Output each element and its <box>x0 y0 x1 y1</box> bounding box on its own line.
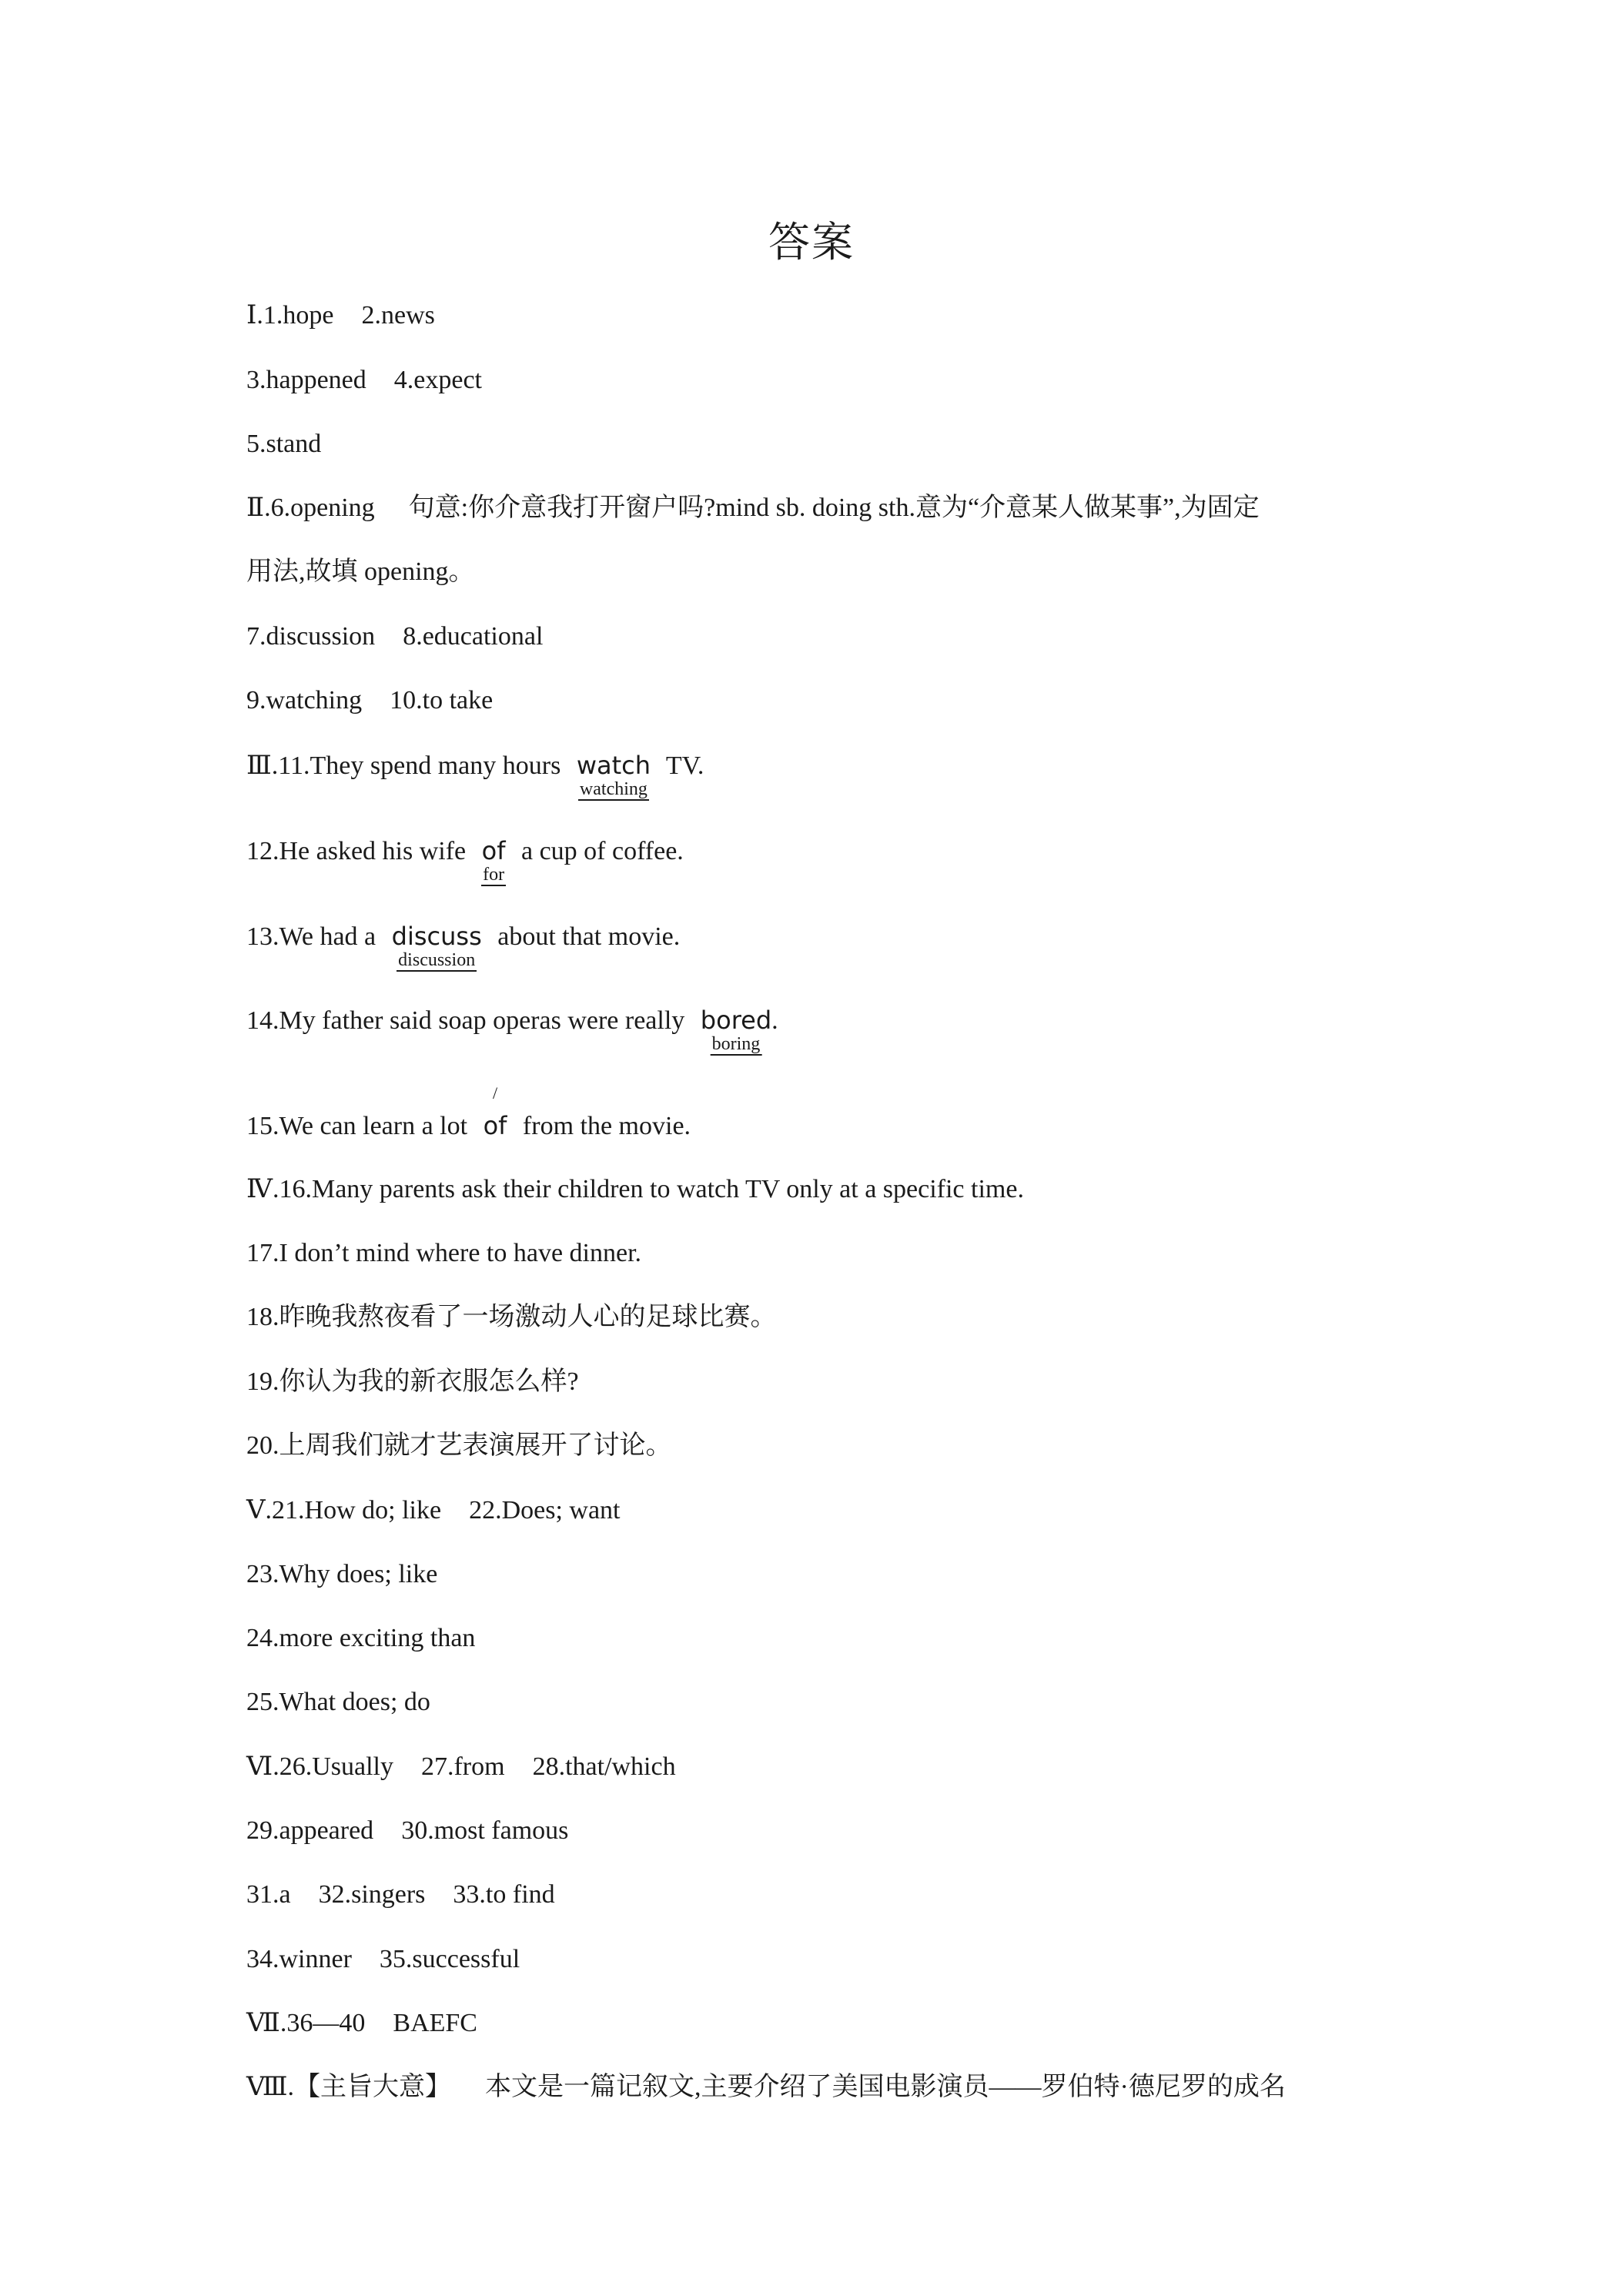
answer-item: 33.to find <box>453 1880 555 1909</box>
explanation-text: 本文是一篇记叙文,主要介绍了美国电影演员——罗伯特·德尼罗的成名 <box>485 2073 1286 2101</box>
answer-line <box>246 1623 475 1654</box>
answer-item: 31.a <box>246 1880 291 1909</box>
sentence-text: 13.We had a <box>246 922 376 951</box>
page-title: 答案 <box>768 218 855 266</box>
sentence-text: . <box>771 1006 778 1035</box>
correction-line <box>246 1005 778 1054</box>
answer-item: 29.appeared <box>246 1816 374 1845</box>
answer-item: 8.educational <box>403 622 544 651</box>
answer-item: 24.more exciting than <box>246 1624 476 1652</box>
delete-mark: / <box>492 1083 498 1103</box>
error-word: watch watching <box>576 751 651 799</box>
answer-item: Ⅱ.6.opening <box>246 494 375 522</box>
explanation-text: 用法,故填 opening。 <box>246 557 475 586</box>
answer-line <box>246 557 475 587</box>
answer-item: 22.Does; want <box>469 1496 621 1525</box>
answer-line <box>246 300 435 331</box>
answer-line <box>246 365 482 396</box>
answer-line <box>246 1367 579 1397</box>
translation-text: Ⅳ.16.Many parents ask their children to watch TV only at a specific time. <box>246 1175 1024 1203</box>
error-word: discuss discussion <box>391 922 482 970</box>
answer-line <box>246 1431 672 1461</box>
answer-item: 5.stand <box>246 430 322 458</box>
answer-line <box>246 1495 621 1526</box>
correction-line <box>246 750 704 799</box>
answer-item: BAEFC <box>393 2009 477 2037</box>
correction-word: discussion <box>398 950 476 970</box>
correction-line <box>246 1083 691 1142</box>
translation-text: 18.昨晚我熬夜看了一场激动人心的足球比赛。 <box>246 1303 777 1331</box>
error-word: of for <box>481 836 506 885</box>
answer-line <box>246 1816 568 1846</box>
answer-item: 28.that/which <box>532 1752 676 1781</box>
correction-word: for <box>483 865 505 885</box>
translation-text: 19.你认为我的新衣服怎么样? <box>246 1367 579 1396</box>
answer-item: 9.watching <box>246 686 363 715</box>
answer-line <box>246 1174 1024 1205</box>
answer-item: 2.news <box>361 301 435 330</box>
error-word: / of <box>484 1110 507 1141</box>
answer-item: Ⅰ.1.hope <box>246 301 334 330</box>
answer-item: 34.winner <box>246 1945 352 1973</box>
sentence-text: 12.He asked his wife <box>246 837 467 865</box>
answer-line <box>246 685 493 716</box>
answer-line <box>246 1879 555 1910</box>
sentence-text: TV. <box>665 751 704 780</box>
error-word: bored boring <box>700 1006 772 1054</box>
answer-line <box>246 493 1260 524</box>
correction-line <box>246 921 681 970</box>
answer-line <box>246 1238 641 1269</box>
answer-item: 4.expect <box>393 366 482 394</box>
answer-line <box>246 1687 430 1718</box>
answer-line <box>246 2072 1286 2103</box>
section-heading: Ⅷ.【主旨大意】 <box>246 2073 452 2101</box>
answer-item: Ⅵ.26.Usually <box>246 1752 393 1781</box>
sentence-text: from the movie. <box>522 1112 691 1140</box>
answer-item: 10.to take <box>390 686 494 715</box>
answer-item: 3.happened <box>246 366 366 394</box>
answer-item: 25.What does; do <box>246 1688 430 1716</box>
sentence-text: 14.My father said soap operas were really <box>246 1006 685 1035</box>
translation-text: 20.上周我们就才艺表演展开了讨论。 <box>246 1431 672 1460</box>
answer-item: 27.from <box>420 1752 505 1781</box>
correction-line <box>246 835 684 885</box>
sentence-text: Ⅲ.11.They spend many hours <box>246 751 561 780</box>
explanation-text: 句意:你介意我打开窗户吗?mind sb. doing sth.意为“介意某人做某事”,为固定 <box>408 494 1260 522</box>
correction-word: boring <box>711 1034 761 1054</box>
correction-word: watching <box>579 779 648 799</box>
answer-item: 32.singers <box>318 1880 426 1909</box>
answer-line <box>246 2008 477 2039</box>
translation-text: 17.I don’t mind where to have dinner. <box>246 1239 642 1267</box>
answer-line <box>246 1559 437 1590</box>
sentence-text: about that movie. <box>497 922 681 951</box>
sentence-text: 15.We can learn a lot <box>246 1112 468 1140</box>
answer-item: 7.discussion <box>246 622 376 651</box>
answer-item: 35.successful <box>379 1945 520 1973</box>
answer-item: 30.most famous <box>401 1816 569 1845</box>
answer-line <box>246 621 543 652</box>
answer-line <box>246 1302 777 1333</box>
answer-item: 23.Why does; like <box>246 1560 438 1588</box>
answer-item: Ⅴ.21.How do; like <box>246 1496 442 1525</box>
answer-line <box>246 1752 676 1782</box>
sentence-text: a cup of coffee. <box>521 837 684 865</box>
answer-line <box>246 429 321 460</box>
answer-line <box>246 1944 520 1975</box>
answer-item: Ⅶ.36—40 <box>246 2009 366 2037</box>
